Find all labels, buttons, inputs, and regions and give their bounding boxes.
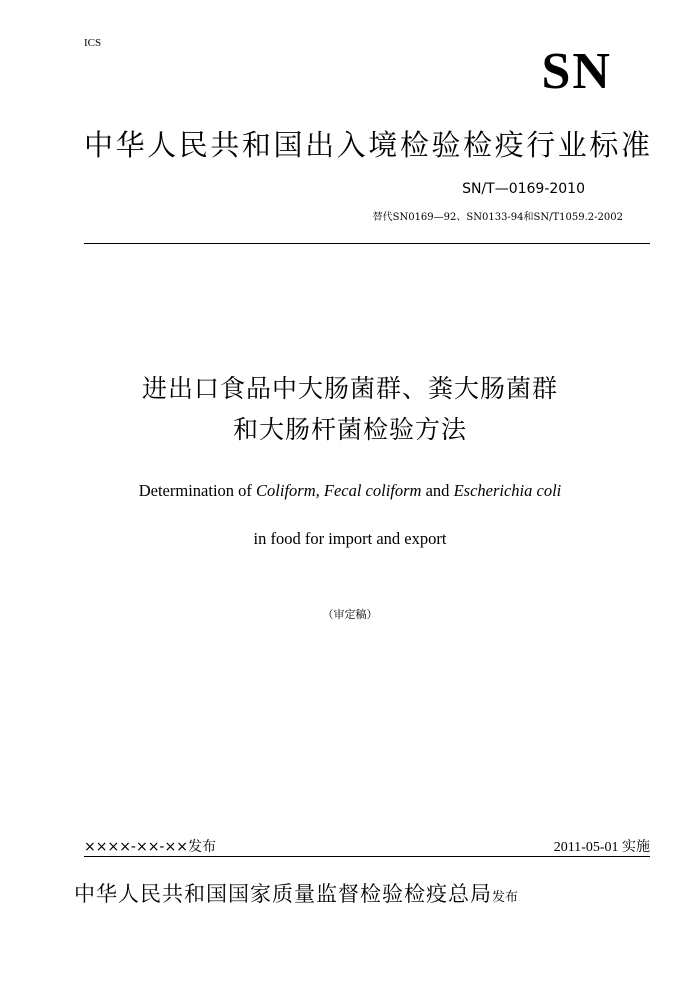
sn-logo: SN <box>541 43 612 100</box>
standard-body-title: 中华人民共和国出入境检验检疫行业标准 <box>84 128 650 162</box>
title-cn-line2: 和大肠杆菌检验方法 <box>232 415 467 444</box>
authority-name: 中华人民共和国国家质量监督检验检疫总局 <box>74 882 492 906</box>
title-en-line2: in food for import and export <box>253 529 447 548</box>
title-en-prefix: Determination of <box>138 481 257 500</box>
standard-code: SN/T—0169-2010 <box>462 181 585 197</box>
implementation-label: 实施 <box>622 839 650 855</box>
ics-label: ICS <box>84 37 102 49</box>
authority-suffix: 发布 <box>492 890 519 905</box>
replaces-note: 替代SN0169—92、SN0133-94和SN/T1059.2-2002 <box>372 212 623 223</box>
title-en-line1 <box>0 481 700 501</box>
title-en-italic-ecoli: Escherichia coli <box>453 481 562 500</box>
bottom-divider <box>84 856 650 857</box>
draft-status: （审定稿） <box>322 608 378 621</box>
title-cn-line1: 进出口食品中大肠菌群、粪大肠菌群 <box>141 374 558 403</box>
title-en-italic-organisms: Coliform, Fecal coliform <box>256 481 422 500</box>
top-divider <box>84 243 650 244</box>
title-en-conjunction: and <box>421 481 454 500</box>
issuing-authority <box>74 878 518 908</box>
implementation-date <box>554 836 650 856</box>
implementation-date-value: 2011-05-01 <box>553 840 619 855</box>
issue-date: ××××-××-××发布 <box>84 839 216 855</box>
